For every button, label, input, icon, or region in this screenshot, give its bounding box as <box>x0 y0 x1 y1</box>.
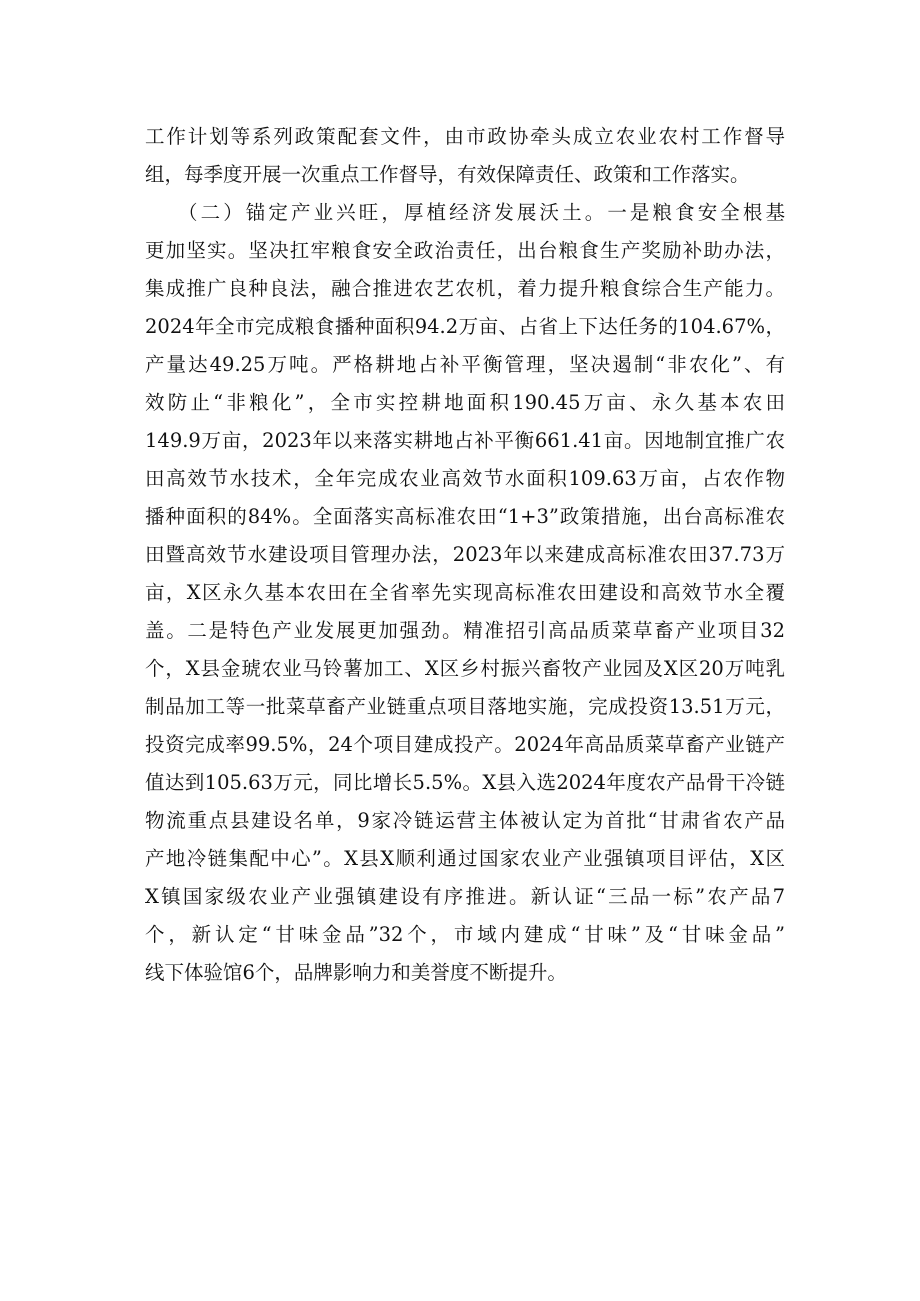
text-line: 更加坚实。坚决扛牢粮食安全政治责任，出台粮食生产奖励补助办法， <box>145 239 785 262</box>
text-line: 组，每季度开展一次重点工作督导，有效保障责任、政策和工作落实。 <box>145 163 750 186</box>
text-line: 149.9万亩，2023年以来落实耕地占补平衡661.41亩。因地制宜推广农 <box>145 429 785 452</box>
text-line: 线下体验馆6个，品牌影响力和美誉度不断提升。 <box>145 961 567 984</box>
text-line: 个，新认定“甘味金品”32个，市域内建成“甘味”及“甘味金品” <box>145 923 785 946</box>
text-line: 个，X县金琥农业马铃薯加工、X区乡村振兴畜牧产业园及X区20万吨乳 <box>145 657 785 680</box>
text-line: （二）锚定产业兴旺，厚植经济发展沃土。一是粮食安全根基 <box>178 201 785 224</box>
text-line: 盖。二是特色产业发展更加强劲。精准招引高品质菜草畜产业项目32 <box>145 619 785 642</box>
text-line: 集成推广良种良法，融合推进农艺农机，着力提升粮食综合生产能力。 <box>145 277 785 300</box>
text-line: 田高效节水技术，全年完成农业高效节水面积109.63万亩，占农作物 <box>145 467 785 490</box>
document-body <box>145 118 785 992</box>
text-line: 制品加工等一批菜草畜产业链重点项目落地实施，完成投资13.51万元， <box>145 695 785 718</box>
text-line: X镇国家级农业产业强镇建设有序推进。新认证“三品一标”农产品7 <box>145 885 785 908</box>
text-line: 物流重点县建设名单，9家冷链运营主体被认定为首批“甘肃省农产品 <box>145 809 785 832</box>
text-line: 工作计划等系列政策配套文件，由市政协牵头成立农业农村工作督导 <box>145 125 785 148</box>
text-line: 产量达49.25万吨。严格耕地占补平衡管理，坚决遏制“非农化”、有 <box>145 353 785 376</box>
text-line: 2024年全市完成粮食播种面积94.2万亩、占省上下达任务的104.67%， <box>145 315 785 338</box>
text-line: 亩，X区永久基本农田在全省率先实现高标准农田建设和高效节水全覆 <box>145 581 785 604</box>
text-line: 值达到105.63万元，同比增长5.5%。X县入选2024年度农产品骨干冷链 <box>145 771 785 794</box>
text-line: 田暨高效节水建设项目管理办法，2023年以来建成高标准农田37.73万 <box>145 543 785 566</box>
text-line: 效防止“非粮化”，全市实控耕地面积190.45万亩、永久基本农田 <box>145 391 785 414</box>
text-line: 投资完成率99.5%，24个项目建成投产。2024年高品质菜草畜产业链产 <box>145 733 785 756</box>
text-line: 产地冷链集配中心”。X县X顺利通过国家农业产业强镇项目评估，X区 <box>145 847 785 870</box>
text-line: 播种面积的84%。全面落实高标准农田“1+3”政策措施，出台高标准农 <box>145 505 785 528</box>
